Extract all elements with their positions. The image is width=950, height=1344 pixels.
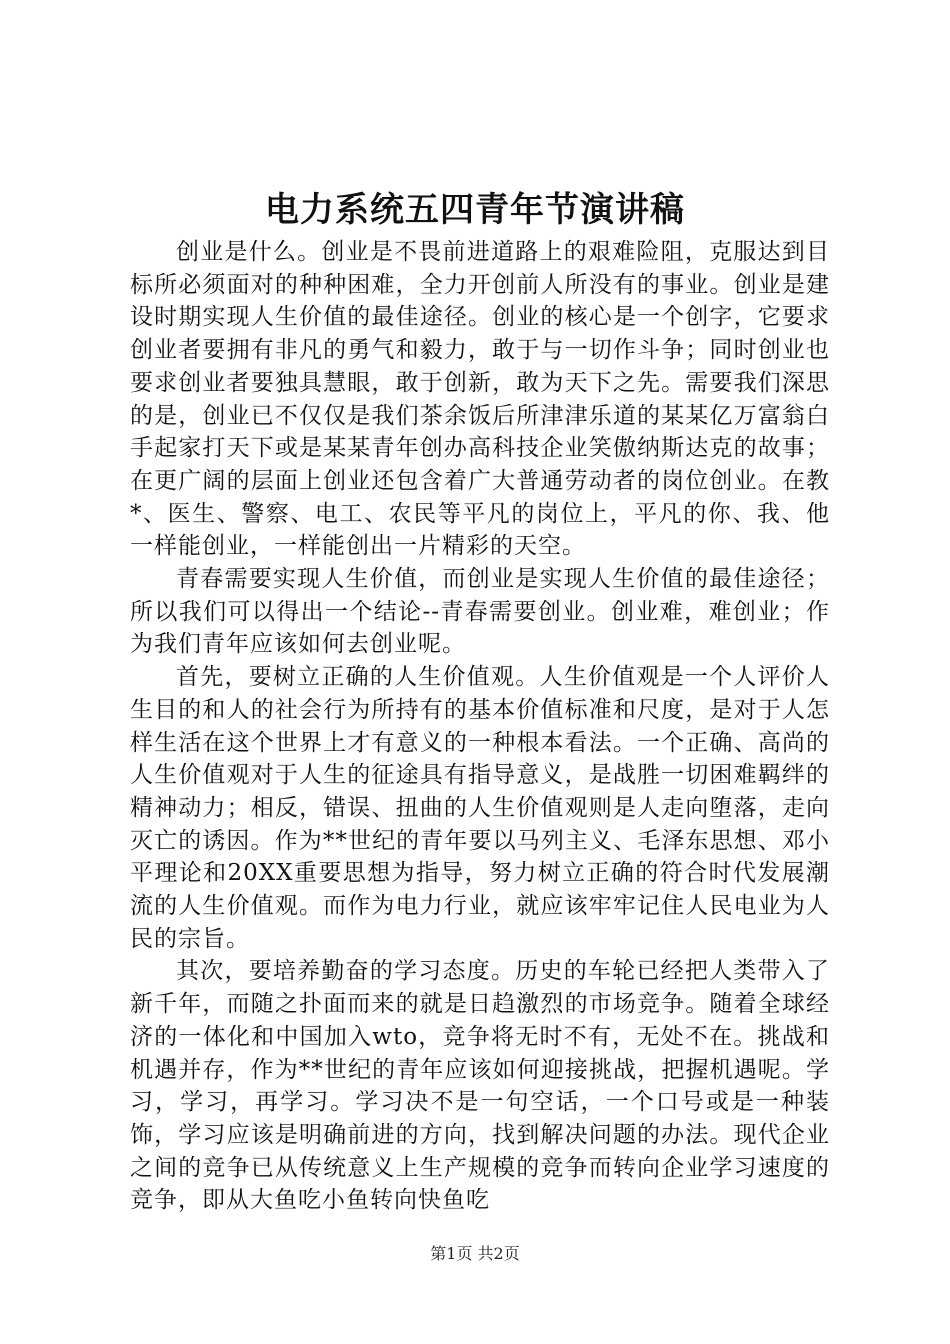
paragraph: 创业是什么。创业是不畏前进道路上的艰难险阻，克服达到目标所必须面对的种种困难，全力开创前人所没有的事业。创业是建设时期实现人生价值的最佳途径。创业的核心是一个创字，它要求创业者要拥有非凡的勇气和毅力，敢于与一切作斗争；同时创业也要求创业者要独具慧眼，敢于创新，敢为天下之先。需要我们深思的是，创业已不仅仅是我们茶余饭后所津津乐道的某某亿万富翁白手起家打天下或是某某青年创办高科技企业笑傲纳斯达克的故事；在更广阔的层面上创业还包含着广大普通劳动者的岗位创业。在教*、医生、警察、电工、农民等平凡的岗位上，平凡的你、我、他一样能创业，一样能创出一片精彩的天空。 — [130, 239, 830, 560]
paragraph: 其次，要培养勤奋的学习态度。历史的车轮已经把人类带入了新千年，而随之扑面而来的就是日趋激烈的市场竞争。随着全球经济的一体化和中国加入wto，竞争将无时不有，无处不在。挑战和机遇并存，作为**世纪的青年应该如何迎接挑战，把握机遇呢。学习，学习，再学习。学习决不是一句空话，一个口号或是一种装饰，学习应该是明确前进的方向，找到解决问题的办法。现代企业之间的竞争已从传统意义上生产规模的竞争而转向企业学习速度的竞争，即从大鱼吃小鱼转向快鱼吃 — [130, 958, 830, 1214]
paragraph: 首先，要树立正确的人生价值观。人生价值观是一个人评价人生目的和人的社会行为所持有的基本价值标准和尺度，是对于人怎样生活在这个世界上才有意义的一种根本看法。一个正确、高尚的人生价值观对于人生的征途具有指导意义，是战胜一切困难羁绊的精神动力；相反，错误、扭曲的人生价值观则是人走向堕落，走向灭亡的诱因。作为**世纪的青年要以马列主义、毛泽东思想、邓小平理论和20XX重要思想为指导，努力树立正确的符合时代发展潮流的人生价值观。而作为电力行业，就应该牢牢记住人民电业为人民的宗旨。 — [130, 664, 830, 952]
paragraph: 青春需要实现人生价值，而创业是实现人生价值的最佳途径；所以我们可以得出一个结论--青春需要创业。创业难，难创业；作为我们青年应该如何去创业呢。 — [130, 566, 830, 658]
page-number: 第1页 共2页 — [430, 1244, 520, 1263]
document-title: 电力系统五四青年节演讲稿 — [265, 190, 685, 230]
document-body — [130, 236, 830, 1217]
page-footer — [0, 1243, 950, 1265]
